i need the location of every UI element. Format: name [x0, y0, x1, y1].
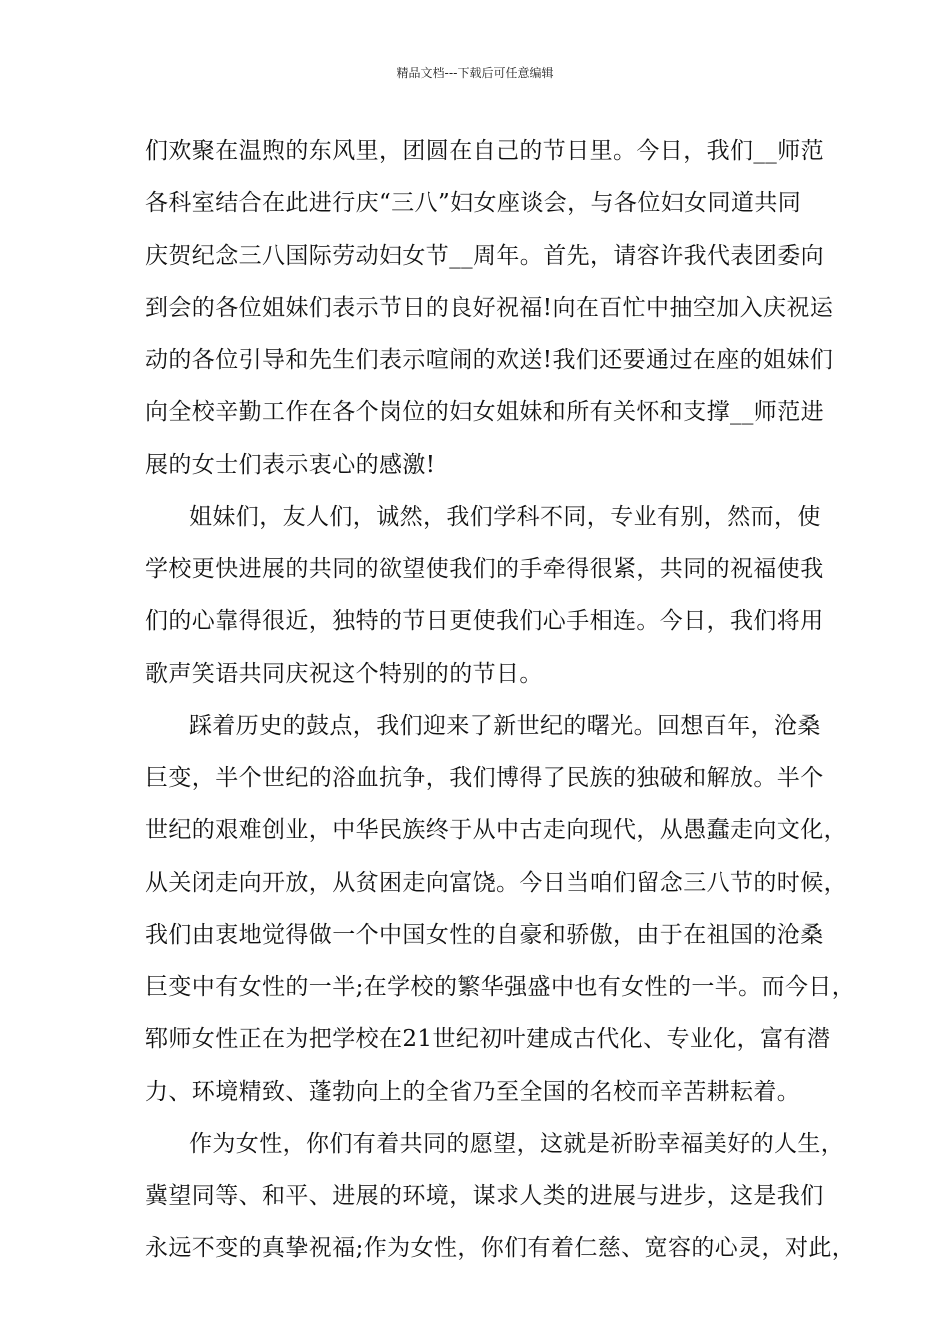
text-line: 各科室结合在此进行庆“三八”妇女座谈会，与各位妇女同道共同	[145, 190, 802, 217]
text-line: 学校更快进展的共同的欲望使我们的手牵得很紧，共同的祝福使我	[145, 556, 824, 582]
paragraph-first-line: 姐妹们，友人们，诚然，我们学科不同，专业有别，然而，使	[189, 503, 821, 530]
paragraph-first-line: 作为女性，你们有着共同的愿望，这就是祈盼幸福美好的人生，	[189, 1130, 845, 1157]
text-line: 我们由衷地觉得做一个中国女性的自豪和骄傲，由于在祖国的沧桑	[145, 921, 824, 948]
text-line: 到会的各位姐妹们表示节日的良好祝福!向在百忙中抽空加入庆祝运	[145, 294, 834, 321]
text-line: 世纪的艰难创业，中华民族终于从中古走向现代，从愚蠢走向文化，	[145, 817, 847, 844]
text-line: 展的女士们表示衷心的感激!	[145, 451, 436, 478]
text-line: 们的心靠得很近，独特的节日更使我们心手相连。今日，我们将用	[145, 608, 824, 635]
text-line: 们欢聚在温煦的东风里，团圆在自己的节日里。今日，我们__师范	[145, 138, 824, 164]
text-line: 动的各位引导和先生们表示喧闹的欢送!我们还要通过在座的姐妹们	[145, 347, 834, 373]
text-line: 冀望同等、和平、进展的环境，谋求人类的进展与进步，这是我们	[145, 1183, 824, 1209]
text-line: 庆贺纪念三八国际劳动妇女节__周年。首先，请容许我代表团委向	[145, 242, 824, 269]
text-line: 力、环境精致、蓬勃向上的全省乃至全国的名校而辛苦耕耘着。	[145, 1078, 801, 1105]
text-line: 向全校辛勤工作在各个岗位的妇女姐妹和所有关怀和支撑__师范进	[145, 399, 824, 426]
page-header: 精品文档---下载后可任意编辑	[396, 66, 554, 80]
text-line: 巨变中有女性的一半;在学校的繁华强盛中也有女性的一半。而今日，	[145, 974, 856, 1000]
paragraph-first-line: 踩着历史的鼓点，我们迎来了新世纪的曙光。回想百年，沧桑	[189, 712, 821, 739]
document-body	[145, 132, 856, 1282]
text-line: 郓师女性正在为把学校在21世纪初叶建成古代化、专业化，富有潜	[145, 1026, 831, 1053]
text-line: 永远不变的真挚祝福;作为女性，你们有着仁慈、宽容的心灵，对此，	[145, 1235, 856, 1262]
text-line: 从关闭走向开放，从贫困走向富饶。今日当咱们留念三八节的时候，	[145, 869, 847, 896]
text-line: 巨变，半个世纪的浴血抗争，我们博得了民族的独破和解放。半个	[145, 765, 824, 791]
text-line: 歌声笑语共同庆祝这个特别的的节日。	[145, 660, 543, 687]
